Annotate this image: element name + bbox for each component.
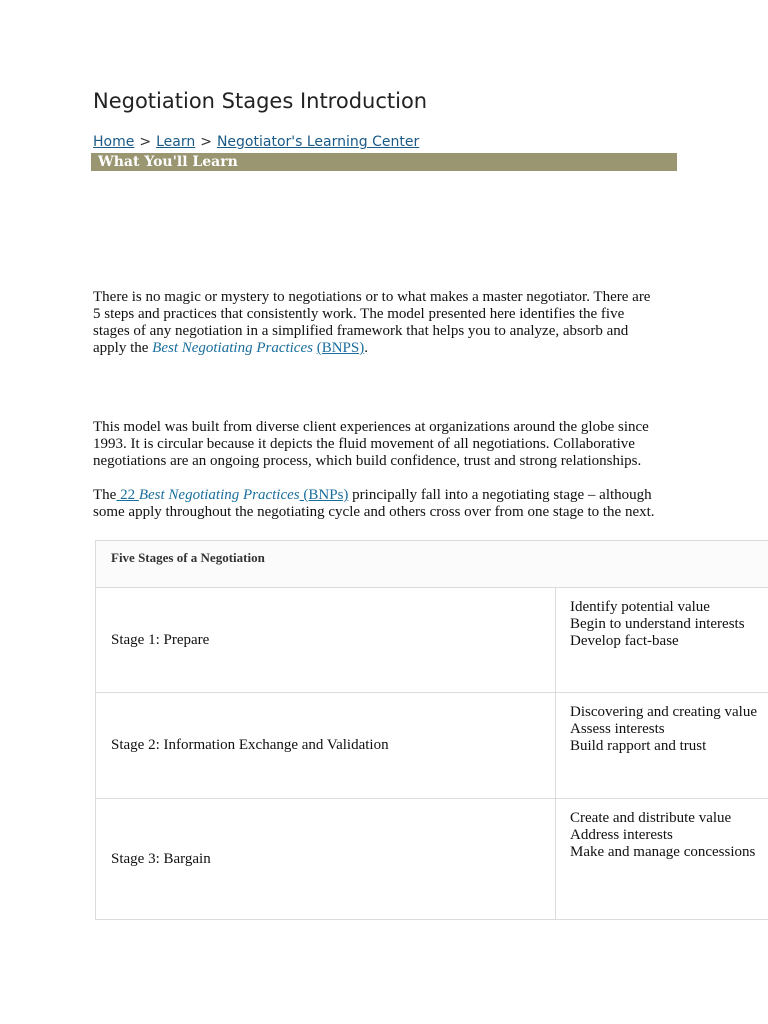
table-row [96, 693, 768, 799]
stage-item: Create and distribute value [570, 810, 732, 826]
section-heading-bar: What You'll Learn [91, 153, 677, 171]
text-line [93, 340, 693, 357]
text-line: negotiations are an ongoing process, which build confidence, trust and strong relationships. [93, 453, 642, 469]
text-fragment: . [364, 340, 368, 356]
stage-name: Stage 3: Bargain [111, 850, 211, 867]
text-line: This model was built from diverse client experiences at organizations around the globe since [93, 419, 649, 435]
breadcrumb-separator: > [139, 134, 152, 150]
text-line: 1993. It is circular because it depicts the fluid movement of all negotiations. Collaborative [93, 436, 635, 452]
breadcrumb-home-link[interactable]: Home [93, 134, 135, 150]
breadcrumb-separator: > [200, 134, 212, 150]
bnps-link[interactable]: (BNPS) [316, 340, 365, 356]
table-row [96, 588, 768, 693]
stage-items [555, 693, 768, 798]
practices-paragraph [93, 487, 693, 521]
text-line: 5 steps and practices that consistently work. The model presented here identifies the five [93, 306, 625, 322]
table-row [96, 799, 768, 919]
text-fragment: The [93, 487, 117, 503]
page-title: Negotiation Stages Introduction [93, 89, 428, 113]
stage-item: Develop fact-base [570, 633, 679, 649]
stage-name: Stage 2: Information Exchange and Validation [111, 737, 389, 753]
text-line [93, 487, 693, 504]
stage-item: Build rapport and trust [570, 738, 707, 754]
breadcrumb-learn-link[interactable]: Learn [156, 134, 196, 150]
table-caption: Five Stages of a Negotiation [96, 541, 768, 588]
stages-table [95, 540, 768, 920]
stage-item: Begin to understand interests [570, 616, 745, 632]
stage-items [555, 588, 768, 692]
text-fragment: principally fall into a negotiating stage – although [348, 487, 652, 503]
stage-item: Identify potential value [570, 599, 710, 615]
text-line: There is no magic or mystery to negotiations or to what makes a master negotiator. There are [93, 289, 651, 305]
stage-items [555, 799, 768, 919]
breadcrumb [93, 134, 419, 150]
text-line: some apply throughout the negotiating cycle and others cross over from one stage to the next. [93, 504, 655, 520]
intro-paragraph [93, 289, 693, 357]
text-fragment: apply the [93, 340, 153, 356]
model-paragraph [93, 419, 693, 470]
stage-item: Discovering and creating value [570, 704, 758, 720]
stage-name: Stage 1: Prepare [111, 631, 210, 648]
bnps-link[interactable]: (BNPs) [299, 487, 349, 503]
stage-item: Make and manage concessions [570, 844, 756, 860]
best-negotiating-practices-link[interactable]: Best Negotiating Practices [152, 340, 313, 356]
stage-item: Assess interests [570, 721, 665, 737]
stage-item: Address interests [570, 827, 673, 843]
breadcrumb-learning-center-link[interactable]: Negotiator's Learning Center [216, 134, 420, 150]
practices-number-link[interactable]: 22 [116, 487, 139, 503]
text-line: stages of any negotiation in a simplified framework that helps you to analyze, absorb and [93, 323, 629, 339]
practices-title-link[interactable]: Best Negotiating Practices [138, 487, 300, 503]
